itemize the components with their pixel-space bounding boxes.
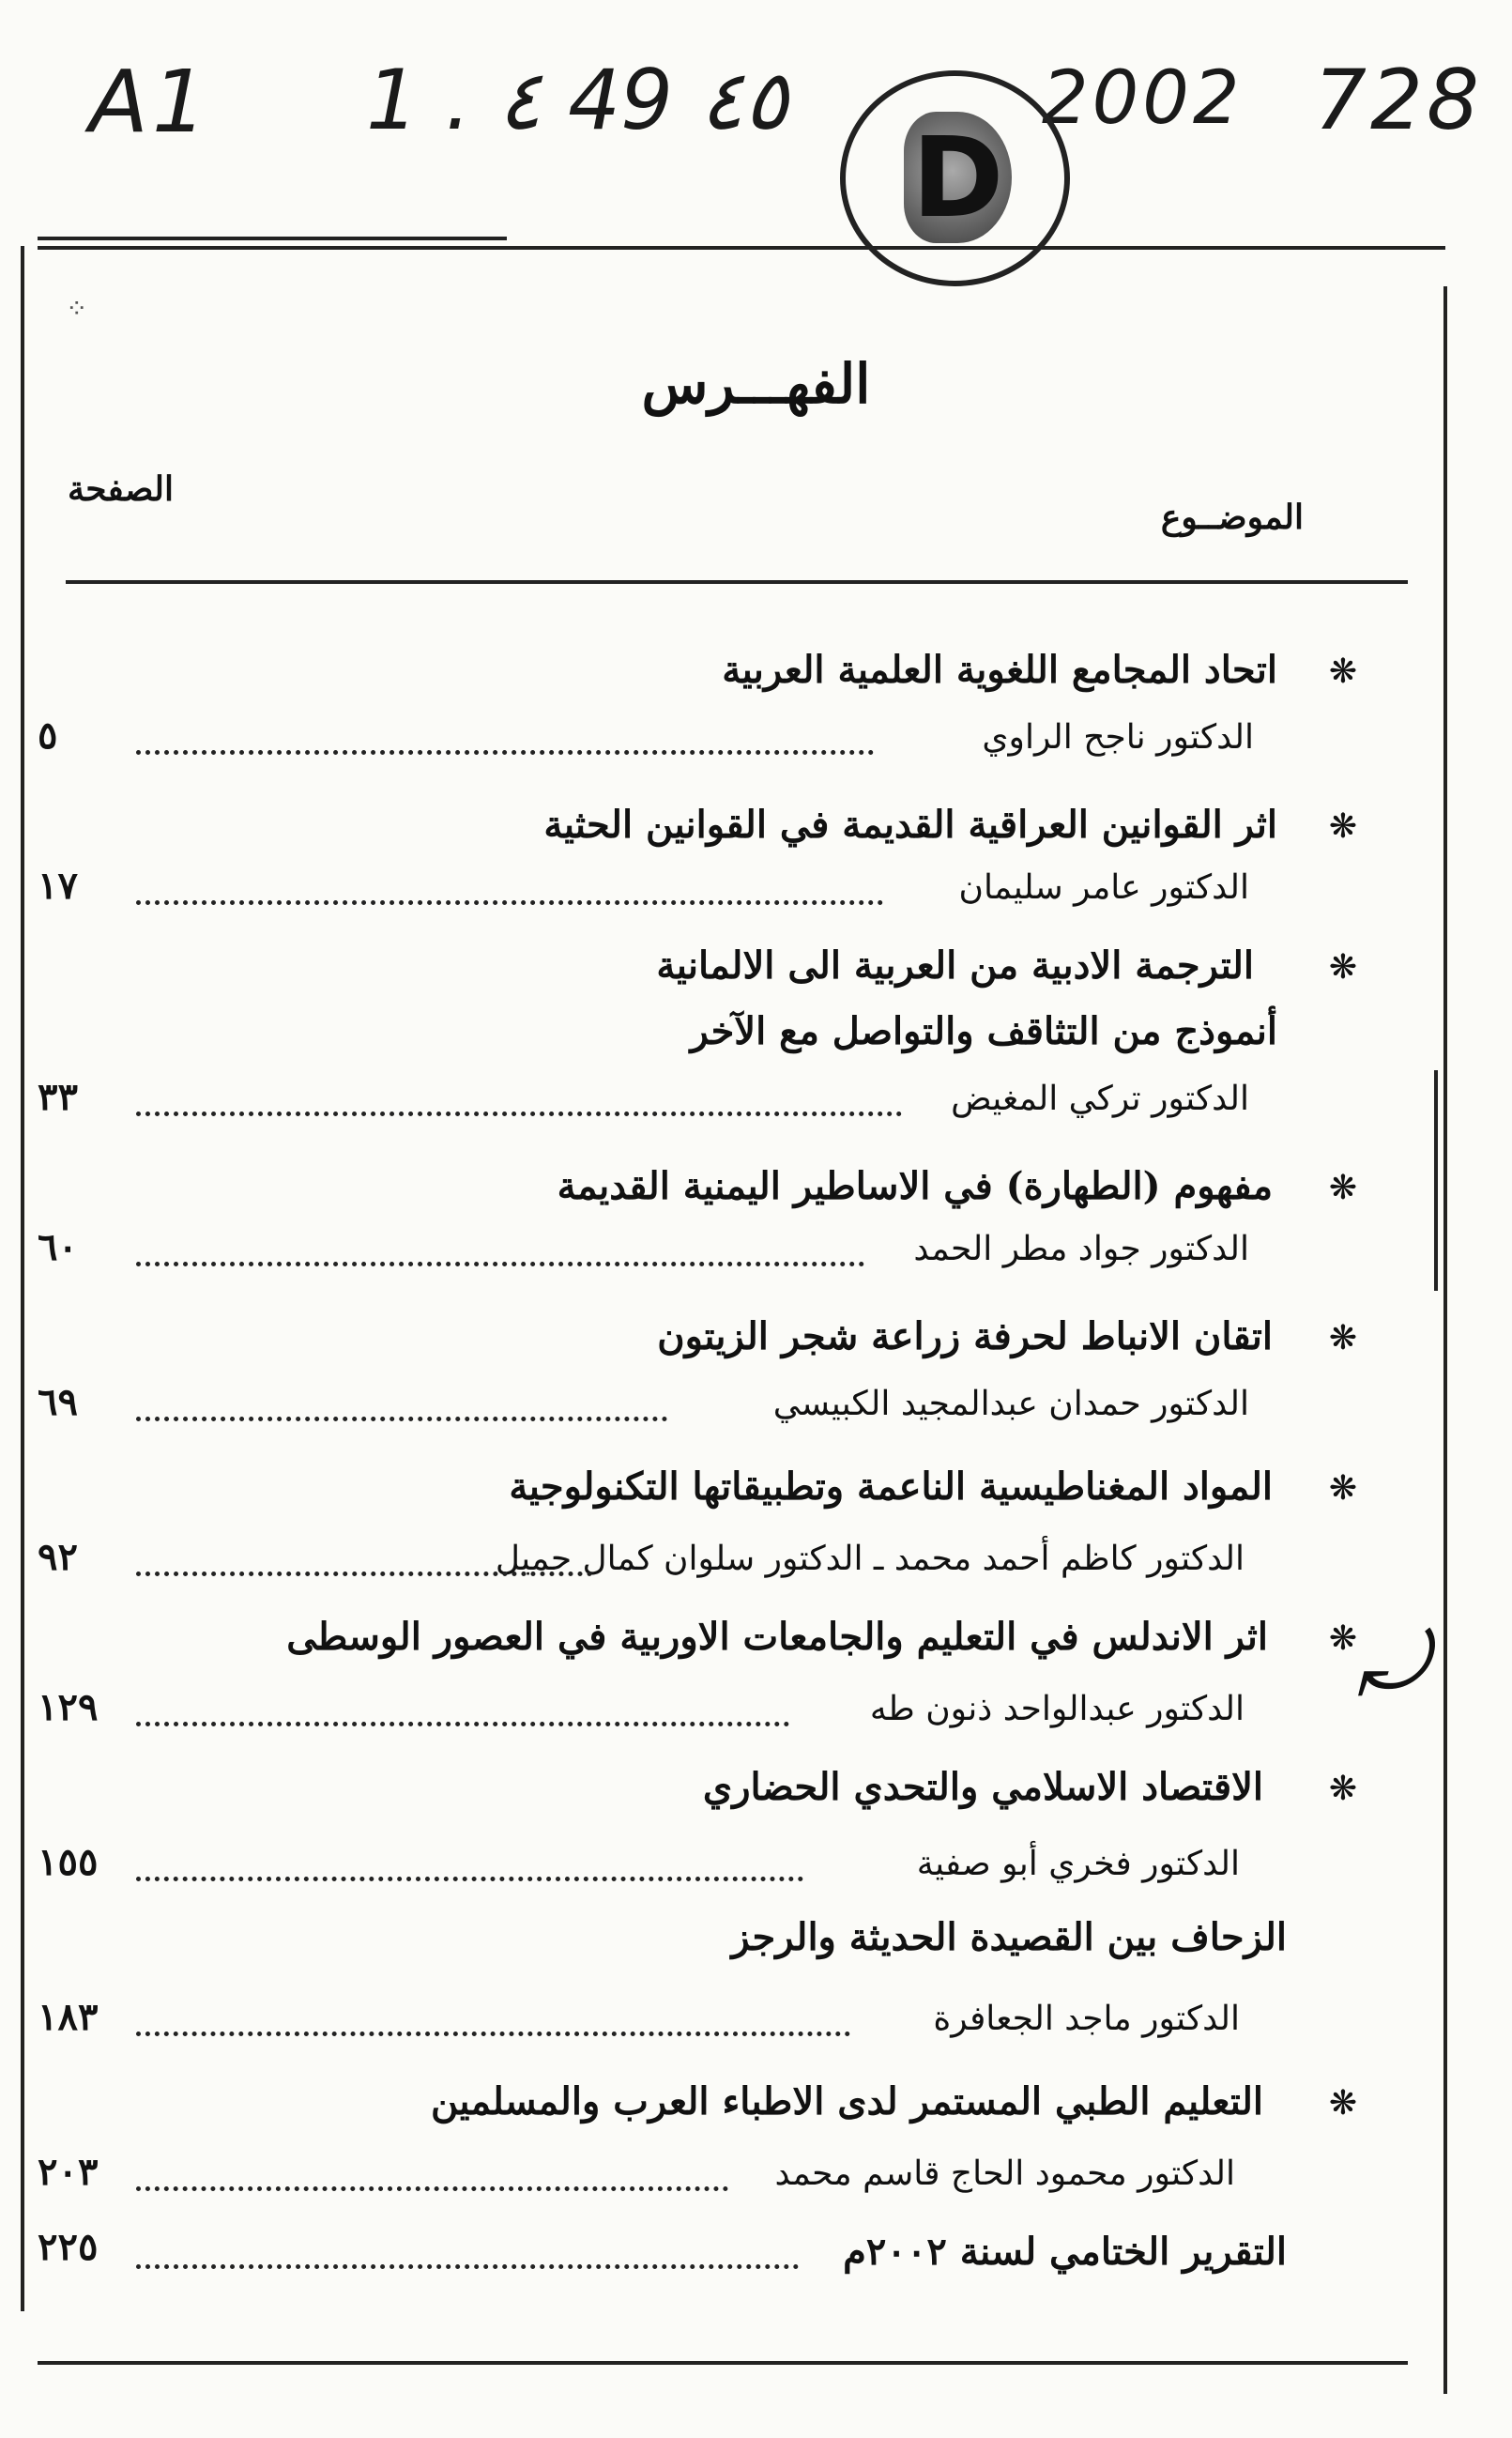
dot-leader: [136, 2186, 728, 2191]
entry-page-number: ١٢٩: [38, 1685, 99, 1729]
entry-title: الزحاف بين القصيدة الحديثة والرجز: [731, 1915, 1287, 1959]
entry-author: الدكتور عامر سليمان: [958, 868, 1249, 907]
entry-star-icon: ❋: [1328, 2084, 1357, 2123]
dot-leader: [136, 1417, 667, 1421]
entry-page-number: ١٨٣: [38, 1995, 99, 2039]
handwritten-code-middle: 1 . ٤ 49 ٤٥: [366, 52, 788, 148]
entry-author: الدكتور عبدالواحد ذنون طه: [869, 1690, 1245, 1728]
entry-star-icon: ❋: [1328, 652, 1357, 691]
entry-author: الدكتور تركي المغيض: [951, 1080, 1249, 1118]
entry-title: المواد المغناطيسية الناعمة وتطبيقاتها التكنولوجية: [509, 1464, 1273, 1509]
dot-leader: [136, 1572, 592, 1576]
entry-star-icon: ❋: [1328, 1469, 1357, 1508]
dot-leader: [136, 1722, 789, 1726]
entry-title: الترجمة الادبية من العربية الى الالمانية: [656, 943, 1254, 988]
entry-star-icon: ❋: [1328, 948, 1357, 987]
entry-title: اتحاد المجامع اللغوية العلمية العربية: [722, 648, 1277, 692]
entry-page-number: ١٧: [38, 864, 78, 908]
frame-left-rule: [21, 246, 24, 2311]
entry-page-number: ٥: [38, 713, 58, 758]
dot-leader: [136, 2032, 850, 2036]
entry-title: اتقان الانباط لحرفة زراعة شجر الزيتون: [657, 1314, 1273, 1358]
frame-bottom-rule: [38, 2361, 1408, 2365]
handwritten-check-mark: ⤾: [1356, 1615, 1427, 1713]
handwritten-code-left: A1: [89, 52, 211, 152]
entry-star-icon: ❋: [1328, 1619, 1357, 1658]
entry-author: الدكتور جواد مطر الحمد: [913, 1230, 1249, 1268]
stamp-letter: D: [904, 112, 1012, 243]
final-report-page-number: ٢٢٥: [38, 2225, 99, 2269]
entry-page-number: ٣٣: [38, 1075, 78, 1119]
entry-author: الدكتور فخري أبو صفية: [916, 1845, 1240, 1883]
entry-page-number: ١٥٥: [38, 1840, 99, 1884]
dot-leader: [136, 900, 883, 905]
entry-title: التعليم الطبي المستمر لدى الاطباء العرب والمسلمين: [430, 2079, 1263, 2124]
entry-author: الدكتور كاظم أحمد محمد ـ الدكتور سلوان كمال جميل: [495, 1540, 1245, 1578]
dot-leader: [136, 750, 874, 755]
entry-author: الدكتور ناجح الراوي: [982, 718, 1254, 757]
header-rule: [66, 580, 1408, 584]
entry-page-number: ٩٢: [38, 1535, 78, 1579]
dot-leader: [136, 1112, 902, 1116]
column-header-subject: الموضــوع: [1160, 498, 1304, 537]
handwritten-code-right: 728: [1314, 52, 1483, 148]
entry-page-number: ٢٠٣: [38, 2150, 99, 2194]
page-title: الفهـــرس: [641, 352, 871, 416]
entry-title: اثر الاندلس في التعليم والجامعات الاوربية في العصور الوسطى: [286, 1615, 1268, 1659]
final-report-title: التقرير الختامي لسنة ٢٠٠٢م: [843, 2230, 1287, 2274]
dot-leader: [136, 1262, 864, 1266]
entry-page-number: ٦٩: [38, 1380, 78, 1424]
entry-title: مفهوم (الطهارة) في الاساطير اليمنية القديمة: [557, 1164, 1273, 1208]
entry-author: الدكتور حمدان عبدالمجيد الكبيسي: [772, 1385, 1249, 1423]
entry-star-icon: ❋: [1328, 807, 1357, 846]
frame-top-rule: [38, 246, 1445, 250]
frame-right-inner-rule: [1434, 1070, 1438, 1291]
dot-leader: [136, 1877, 803, 1881]
entry-title: اثر القوانين العراقية القديمة في القوانين الحثية: [543, 803, 1277, 847]
entry-star-icon: ❋: [1328, 1319, 1357, 1357]
entry-star-icon: ❋: [1328, 1169, 1357, 1207]
entry-star-icon: ❋: [1328, 1770, 1357, 1808]
library-stamp: [840, 70, 1070, 286]
dot-leader: [136, 2264, 799, 2269]
entry-title: الاقتصاد الاسلامي والتحدي الحضاري: [702, 1765, 1263, 1809]
column-header-page: الصفحة: [68, 469, 174, 509]
ink-speck: ⁘: [66, 293, 88, 324]
frame-right-rule: [1443, 286, 1447, 2394]
frame-top-left-rule: [38, 237, 507, 240]
handwritten-year: 2002: [1042, 56, 1244, 141]
entry-page-number: ٦٠: [38, 1225, 78, 1269]
entry-author: الدكتور محمود الحاج قاسم محمد: [774, 2154, 1235, 2193]
entry-author: الدكتور ماجد الجعافرة: [933, 2000, 1240, 2038]
entry-title: أنموذج من التثاقف والتواصل مع الآخر: [690, 1009, 1277, 1053]
